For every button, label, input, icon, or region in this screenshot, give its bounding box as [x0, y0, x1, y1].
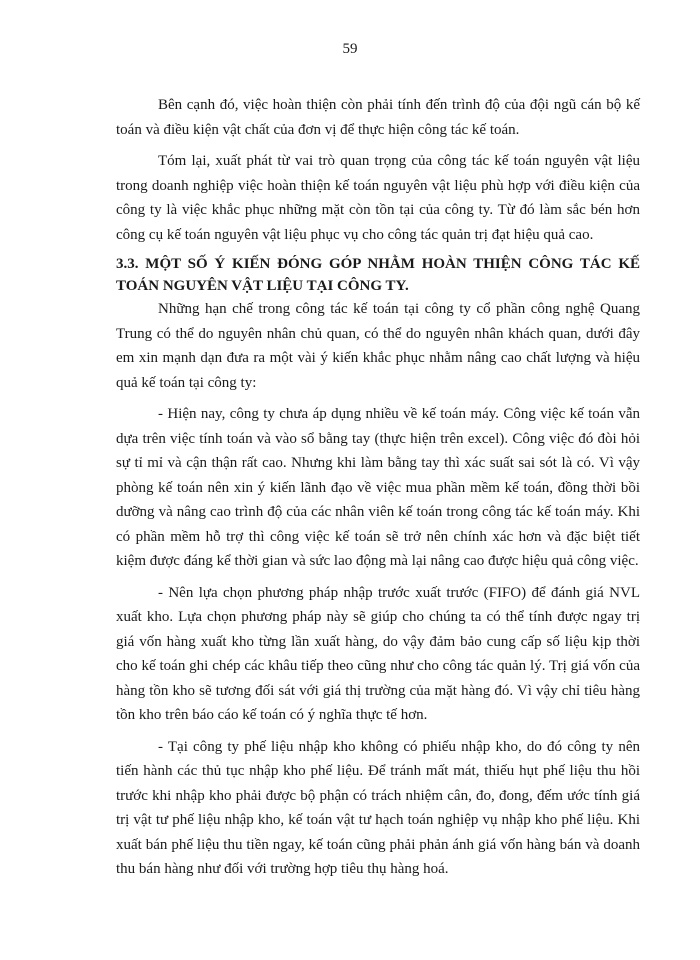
paragraph-intro-2: Tóm lại, xuất phát từ vai trò quan trọng của công tác kế toán nguyên vật liệu trong doanh nghiệp việc hoàn thiện kế toán nguyên vật liệu phù hợp với điều kiện của công ty là việc khắc phục những mặt còn tồn tại của công ty. Từ đó làm sắc bén hơn công cụ kế toán nguyên vật liệu phục vụ cho công tác quản trị đạt hiệu quả cao. [116, 153, 640, 243]
section-paragraph-2: - Hiện nay, công ty chưa áp dụng nhiều về kế toán máy. Công việc kế toán vẫn dựa trên việc tính toán và vào sổ bằng tay (thực hiện trên excel). Công việc đó đòi hỏi sự tỉ mỉ và cận thận rất cao. Nhưng khi làm bằng tay thì xác suất sai sót là có. Vì vậy phòng kế toán nên xin ý kiến lãnh đạo về việc mua phần mềm kế toán, đồng thời bồi dưỡng và nâng cao trình độ của các nhân viên kế toán trong công tác kế toán máy. Khi có phần mềm hỗ trợ thì công việc kế toán sẽ trở nên chính xác hơn và đặc biệt tiết kiệm được đáng kể thời gian và sức lao động mà lại nâng cao được hiệu quả công việc. [116, 406, 640, 569]
section-paragraph-1: Những hạn chế trong công tác kế toán tại công ty cổ phần công nghệ Quang Trung có thể do nguyên nhân chủ quan, có thể do nguyên nhân khách quan, dưới đây em xin mạnh dạn đưa ra một vài ý kiến khắc phục nhằm nâng cao chất lượng và hiệu quả kế toán tại công ty: [116, 301, 640, 391]
page-body [116, 93, 640, 882]
section-paragraph-4: - Tại công ty phế liệu nhập kho không có phiếu nhập kho, do đó công ty nên tiến hành các thủ tục nhập kho phế liệu. Để tránh mất mát, thiếu hụt phế liệu thu hồi trước khi nhập kho phải được bộ phận có trách nhiệm cân, đo, đong, đếm ước tính giá trị vật tư phế liệu nhập kho, kế toán vật tư hạch toán nghiệp vụ nhập kho phế liệu. Khi xuất bán phế liệu thu tiền ngay, kế toán cũng phải phản ánh giá vốn hàng bán và doanh thu bán hàng như đối với trường hợp tiêu thụ hàng hoá. [116, 738, 640, 877]
paragraph-intro-1: Bên cạnh đó, việc hoàn thiện còn phải tính đến trình độ của đội ngũ cán bộ kế toán và điều kiện vật chất của đơn vị để thực hiện công tác kế toán. [116, 97, 640, 138]
section-paragraph-3: - Nên lựa chọn phương pháp nhập trước xuất trước (FIFO) để đánh giá NVL xuất kho. Lựa chọn phương pháp này sẽ giúp cho chúng ta có thể tính được ngay trị giá vốn hàng xuất kho từng lần xuất hàng, do vậy đảm bảo cung cấp số liệu kịp thời cho kế toán ghi chép các khâu tiếp theo cũng như cho công tác quản lý. Trị giá vốn của hàng tồn kho sẽ tương đối sát với giá thị trường của mặt hàng đó. Vì vậy chỉ tiêu hàng tồn kho trên báo cáo kế toán có ý nghĩa thực tế hơn. [116, 584, 640, 723]
section-heading: 3.3. MỘT SỐ Ý KIẾN ĐÓNG GÓP NHẰM HOÀN THIỆN CÔNG TÁC KẾ TOÁN NGUYÊN VẬT LIỆU TẠI CÔNG TY. [116, 256, 640, 294]
page-number: 59 [342, 41, 358, 57]
